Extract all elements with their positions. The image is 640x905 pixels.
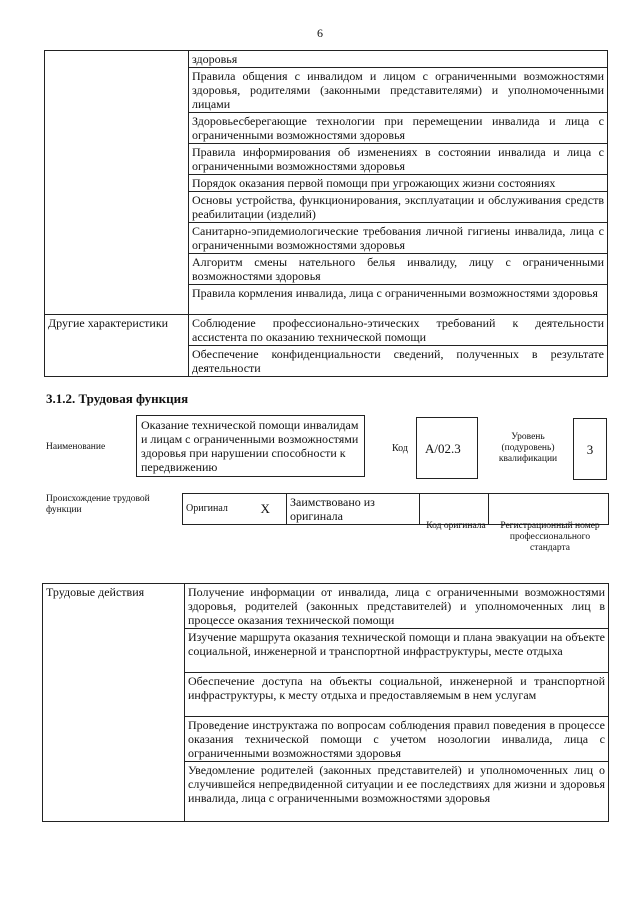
knowledge-row: Правила кормления инвалида, лица с ограниченными возможностями здоровья [189,285,608,315]
knowledge-row: Алгоритм смены нательного белья инвалиду, лицу с ограниченными возможностями здоровья [189,254,608,285]
knowledge-row: здоровья [189,51,608,68]
labor-actions-table [42,583,609,822]
knowledge-row: Здоровьесберегающие технологии при перемещении инвалида и лица с ограниченными возможностями здоровья [189,113,608,144]
labor-action-row: Получение информации от инвалида, лица с ограниченными возможностями здоровья, родителей (законных представителей) и уполномоченных лиц в процессе оказания технической помощи [185,584,609,629]
knowledge-row: Правила общения с инвалидом и лицом с ограниченными возможностями здоровья, родителями (законными представителями) и уполномоченными лицами [189,68,608,113]
code-original-caption: Код оригинала [426,521,486,531]
original-mark: X [245,494,287,525]
borrowed-label: Заимствовано из оригинала [287,494,420,525]
section-title: 3.1.2. Трудовая функция [46,391,189,406]
knowledge-row: Правила информирования об изменениях в состоянии инвалида и лица с ограниченными возможностями здоровья [189,144,608,175]
level-value-box: 3 [573,418,607,480]
other-characteristics-label: Другие характеристики [45,315,189,377]
knowledge-row: Порядок оказания первой помощи при угрожающих жизни состояниях [189,175,608,192]
other-characteristics-row: Обеспечение конфиденциальности сведений, полученных в результате деятельности [189,346,608,377]
name-label: Наименование [46,442,106,452]
other-characteristics-row: Соблюдение профессионально-этических требований к деятельности ассистента по оказанию технической помощи [189,315,608,346]
registration-caption: Регистрационный номер профессионального стандарта [500,521,600,553]
original-label: Оригинал [183,494,245,525]
page-number: 6 [317,26,323,40]
function-name-box: Оказание технической помощи инвалидам и лицам с ограниченными возможностями здоровья при нарушении способности к передвижению [136,415,365,477]
origin-label: Происхождение трудовой функции [46,494,150,515]
level-label: Уровень (подуровень) квалификации [498,432,558,464]
labor-action-row: Уведомление родителей (законных представителей) и уполномоченных лиц о случившейся непредвиденной ситуации и ее последствиях для жизни и здоровья инвалида, лица с ограниченными возможностями здоровья [185,762,609,822]
labor-action-row: Изучение маршрута оказания технической помощи и плана эвакуации на объекте социальной, инженерной и транспортной инфраструктуры, месте отдыха [185,629,609,673]
original-code-cell [420,494,489,525]
empty-label-cell [45,51,189,315]
knowledge-table [44,50,608,377]
code-label: Код [392,443,408,454]
labor-actions-label: Трудовые действия [43,584,185,822]
knowledge-row: Основы устройства, функционирования, эксплуатации и обслуживания средств реабилитации (изделий) [189,192,608,223]
registration-number-cell [489,494,609,525]
knowledge-row: Санитарно-эпидемиологические требования личной гигиены инвалида, лица с ограниченными возможностями здоровья [189,223,608,254]
labor-action-row: Проведение инструктажа по вопросам соблюдения правил поведения в процессе оказания технической помощи с учетом нозологии инвалида, лица с ограниченными возможностями здоровья [185,717,609,762]
labor-action-row: Обеспечение доступа на объекты социальной, инженерной и транспортной инфраструктуры, к месту отдыха и предоставляемым в нем услугам [185,673,609,717]
code-value-box: А/02.3 [416,417,478,479]
